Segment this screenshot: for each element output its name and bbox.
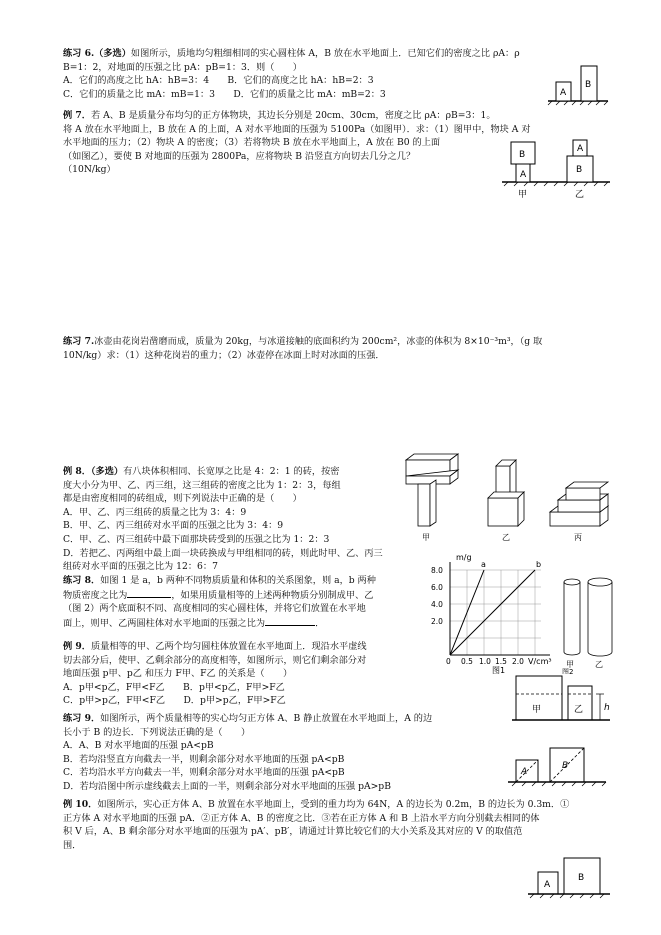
- svg-text:丙: 丙: [574, 533, 582, 542]
- caption-jia: 甲: [518, 190, 528, 200]
- svg-text:A: A: [544, 880, 551, 890]
- practice-8-cylinders: [560, 574, 616, 674]
- svg-text:乙: 乙: [595, 660, 603, 669]
- example-7-figure: [500, 136, 612, 202]
- label-a: A: [560, 88, 567, 98]
- example-7-label: 例 7．: [63, 110, 91, 121]
- svg-text:A: A: [577, 144, 584, 154]
- svg-text:B: B: [519, 150, 526, 160]
- practice-7-label: 练习 7.: [63, 336, 95, 347]
- svg-text:图2: 图2: [562, 668, 574, 674]
- example-8-label: 例 8．（多选）: [63, 466, 124, 477]
- svg-text:B: B: [576, 165, 583, 175]
- practice-9-label: 练习 9．: [63, 713, 101, 724]
- svg-text:4.0: 4.0: [431, 600, 443, 609]
- svg-text:甲: 甲: [532, 705, 542, 715]
- svg-text:2.0: 2.0: [512, 657, 524, 666]
- example-8-figure: [398, 452, 614, 544]
- svg-text:b: b: [536, 560, 542, 569]
- svg-text:乙: 乙: [502, 533, 510, 542]
- svg-text:1.5: 1.5: [495, 657, 507, 666]
- answer-blank-2[interactable]: [265, 616, 315, 626]
- label-b: B: [585, 80, 592, 90]
- practice-6: 练习 6.（多选）如图所示，质地均匀粗细相同的实心圆柱体 A，B 放在水平地面上．已知它们的密度之比 ρA：ρ B=1：2，对地面的压强之比 pA：pB=1：3．则（ ） A．它们的高度之比 hA：hB=3：4 B．它们的高度之比 hA：hB=2：3 C．它们的质量之比 mA：mB=1：3 D．它们的质量之比 mA：mB=2：3: [63, 48, 520, 100]
- svg-text:甲: 甲: [422, 533, 430, 542]
- practice-7: 练习 7.冰壶由花岗岩凿磨而成，质量为 20kg，与冰道接触的底面积约为 200cm²，冰壶的体积为 8×10⁻³m³，（g 取 10N/kg）求：（1）这种花岗岩的重力；（2）冰壶停在冰面上时对冰面的压强．: [63, 336, 543, 361]
- svg-text:0.5: 0.5: [461, 657, 473, 666]
- caption-yi: 乙: [575, 190, 585, 200]
- svg-text:8.0: 8.0: [431, 566, 443, 575]
- practice-9-figure: [506, 742, 614, 788]
- practice-8-label: 练习 8．: [63, 575, 101, 586]
- practice-8-graph: [426, 550, 556, 674]
- svg-text:a: a: [481, 560, 486, 569]
- svg-text:乙: 乙: [574, 705, 584, 715]
- example-9-label: 例 9．: [63, 641, 91, 652]
- example-9: 例 9．质量相等的甲、乙两个均匀圆柱体放置在水平地面上．现沿水平虚线 切去部分后，使甲、乙剩余部分的高度相等，如图所示，则它们剩余部分对 地面压强 p甲、p乙 和压力 F甲、F乙 的关系是（ ） A．p甲<p乙，F甲<F乙 B．p甲<p乙，F甲>F乙 C．p甲>p乙，F甲<F乙 D．p甲>p乙，F甲>F乙: [63, 641, 367, 707]
- svg-text:图1: 图1: [492, 666, 506, 674]
- svg-text:A: A: [520, 170, 527, 180]
- svg-text:2.0: 2.0: [431, 617, 443, 626]
- svg-text:m/g: m/g: [456, 553, 472, 562]
- svg-text:B: B: [562, 761, 569, 771]
- practice-6-label: 练习 6.（多选）: [63, 48, 131, 59]
- svg-text:A: A: [521, 767, 528, 777]
- svg-text:B: B: [578, 873, 585, 883]
- svg-text:甲: 甲: [566, 660, 574, 669]
- svg-text:0: 0: [446, 657, 451, 666]
- practice-6-figure: [546, 62, 610, 106]
- example-8: 例 8．（多选）有八块体积相同、长宽厚之比是 4：2：1 的砖，按密 度大小分为甲、乙、丙三组，这三组砖的密度之比为 1：2：3，每组 都是由密度相同的砖组成，则下列说法中正确的是（ ） A．甲、乙、丙三组砖的质量之比为 3：4：9 B．甲、乙、丙三组砖对水平面的压强之比为 3：4：9 C．甲、乙、丙三组砖中最下面那块砖受到的压强之比为 1：2：3 D．若把乙、丙两组中最上面一块砖换成与甲组相同的砖，则此时甲、乙、丙三 组砖对水平面的压强之比为 12：6：7: [63, 466, 383, 573]
- practice-9: 练习 9．如图所示，两个质量相等的实心均匀正方体 A、B 静止放置在水平地面上，A 的边 长小于 B 的边长．下列说法正确的是（ ） A．A、B 对水平地面的压强 pA<pB B．若均沿竖直方向截去一半，则剩余部分对水平地面的压强 pA<pB C．若均沿水平方向截去一半，则剩余部分对水平地面的压强 pA<pB D．若均沿图中所示虚线截去上面的一半，则剩余部分对水平地面的压强 pA>pB: [63, 713, 433, 792]
- example-7: 例 7．若 A、B 是质量分布均匀的正方体物块，其边长分别是 20cm、30cm，密度之比 ρA：ρB=3：1。 将 A 放在水平地面上，B 放在 A 的上面，A 对水平地面的压强为 5100Pa（如图甲）．求：（1）图甲中，物块 A 对 水平地面的压力；（2）物块 A 的密度；（3）若将物块 B 放在水平地面上，A 放在 B0 的上面 （如图乙），要使 B 对地面的压强为 2800Pa，应将物块 B 沿竖直方向切去几分之几？ （10N/kg）: [63, 110, 531, 176]
- example-10-figure: [526, 852, 612, 902]
- practice-8: 练习 8．如图 1 是 a，b 两种不同物质质量和体积的关系图象，则 a，b 两种 物质密度之比为 ，如果用质量相等的上述两种物质分别制成甲、乙 （图 2）两个底面积不同、高度相同的实心圆柱体，并将它们放置在水平地 面上，则甲、乙两圆柱体对水平地面的压强之比为 ．: [63, 575, 376, 629]
- svg-text:1.0: 1.0: [479, 657, 491, 666]
- svg-text:6.0: 6.0: [431, 583, 443, 592]
- answer-blank-1[interactable]: [127, 588, 171, 598]
- example-10-label: 例 10．: [63, 799, 98, 810]
- svg-text:h: h: [604, 703, 610, 713]
- example-10: 例 10．如图所示，实心正方体 A、B 放置在水平地面上，受到的重力均为 64N，A 的边长为 0.2m，B 的边长为 0.3m．① 正方体 A 对水平地面的压强 pA．②正方体 A、B 的密度之比．③若在正方体 A 和 B 上沿水平方向分别截去相同的体 积 V 后，A、B 剩余部分对水平地面的压强为 pA′、pB′，请通过计算比较它们的大小关系及其对应的 V 的取值范 围．: [63, 799, 570, 851]
- svg-text:V/cm³: V/cm³: [528, 657, 552, 666]
